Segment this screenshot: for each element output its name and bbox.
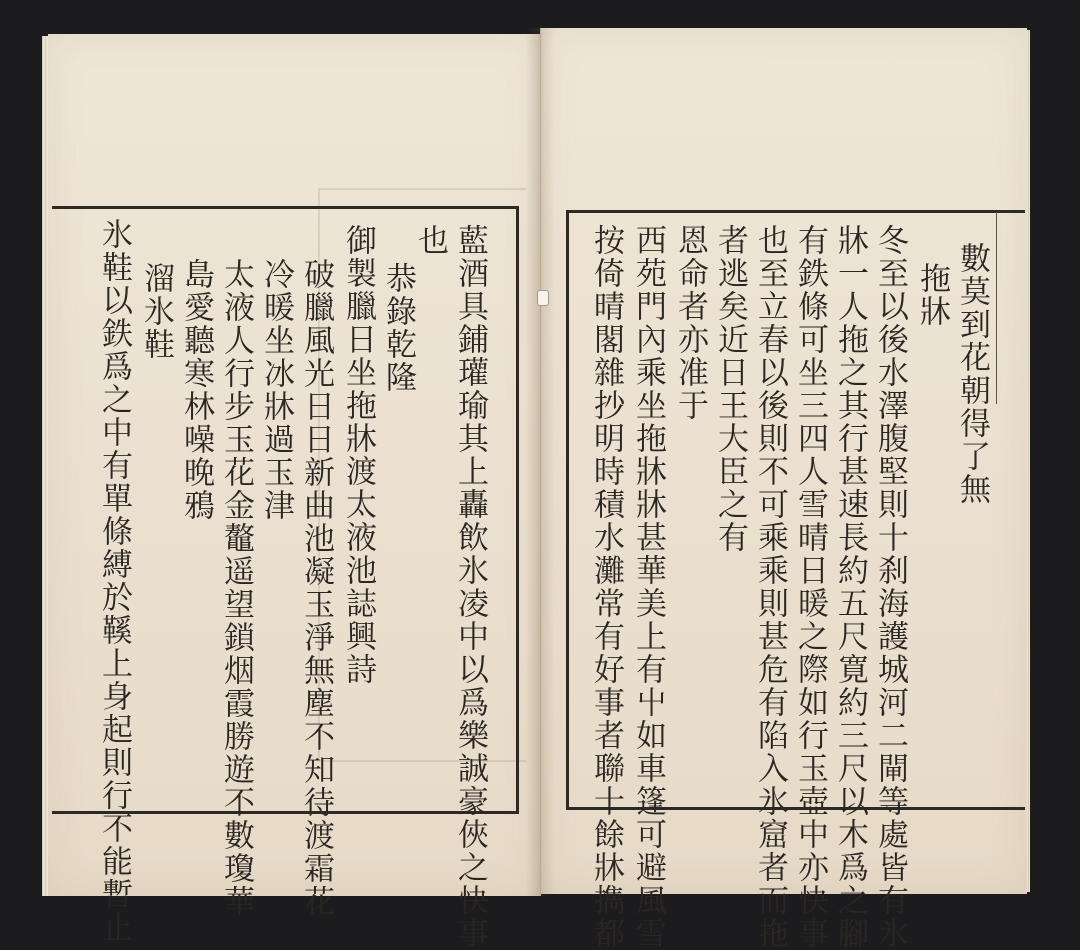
right-column-10: 按倚晴閣雜抄明時積水灘常有好事者聯十餘牀擕都 [588, 224, 624, 950]
left-column-4: 御製臘日坐拖牀渡太液池誌興詩 [340, 224, 376, 686]
right-column-4: 牀一人拖之其行甚速長約五尺寛約三尺以木爲之腳 [832, 224, 868, 950]
left-column-3: 恭錄乾隆 [380, 262, 416, 394]
left-column-5: 破臘風光日日新曲池凝玉淨無塵不知待渡霜花 [298, 258, 334, 918]
right-column-1: 數莫到花朝得了無 [954, 242, 990, 506]
left-column-9: 溜氷鞋 [138, 262, 174, 361]
right-column-6: 也至立春以後則不可乘乘則甚危有陷入氷窟者而拖 [752, 224, 788, 950]
right-column-7: 者逃矣近日王大臣之有 [712, 224, 748, 554]
right-column-2: 拖牀 [914, 262, 950, 328]
right-column-3: 冬至以後水澤腹堅則十刹海護城河二閘等處皆有氷 [872, 224, 908, 950]
left-column-2: 也 [412, 224, 448, 257]
left-column-8: 島愛聽寒林噪晚鴉 [178, 258, 214, 522]
right-column-9: 西苑門內乘坐拖牀牀甚華美上有屮如車篷可避風雪 [630, 224, 666, 950]
right-column-8: 恩命者亦准于 [672, 224, 708, 422]
left-column-10: 氷鞋以鉄爲之中有單條縛於鞵上身起則行不能暫止 [96, 218, 132, 944]
left-column-6: 冷暖坐冰牀過玉津 [258, 258, 294, 522]
right-column-5: 有鉄條可坐三四人雪晴日暖之際如行玉壺中亦快事 [792, 224, 828, 950]
left-column-7: 太液人行步玉花金鼇遥望鎖烟霞勝遊不數瓊華 [218, 258, 254, 918]
right-column-rule [996, 212, 997, 404]
book-gutter [526, 28, 554, 896]
binding-hole [537, 290, 549, 306]
left-column-1: 藍酒具鋪瓘瑜其上轟飲氷凌中以爲樂誠豪俠之快事 [452, 224, 488, 950]
